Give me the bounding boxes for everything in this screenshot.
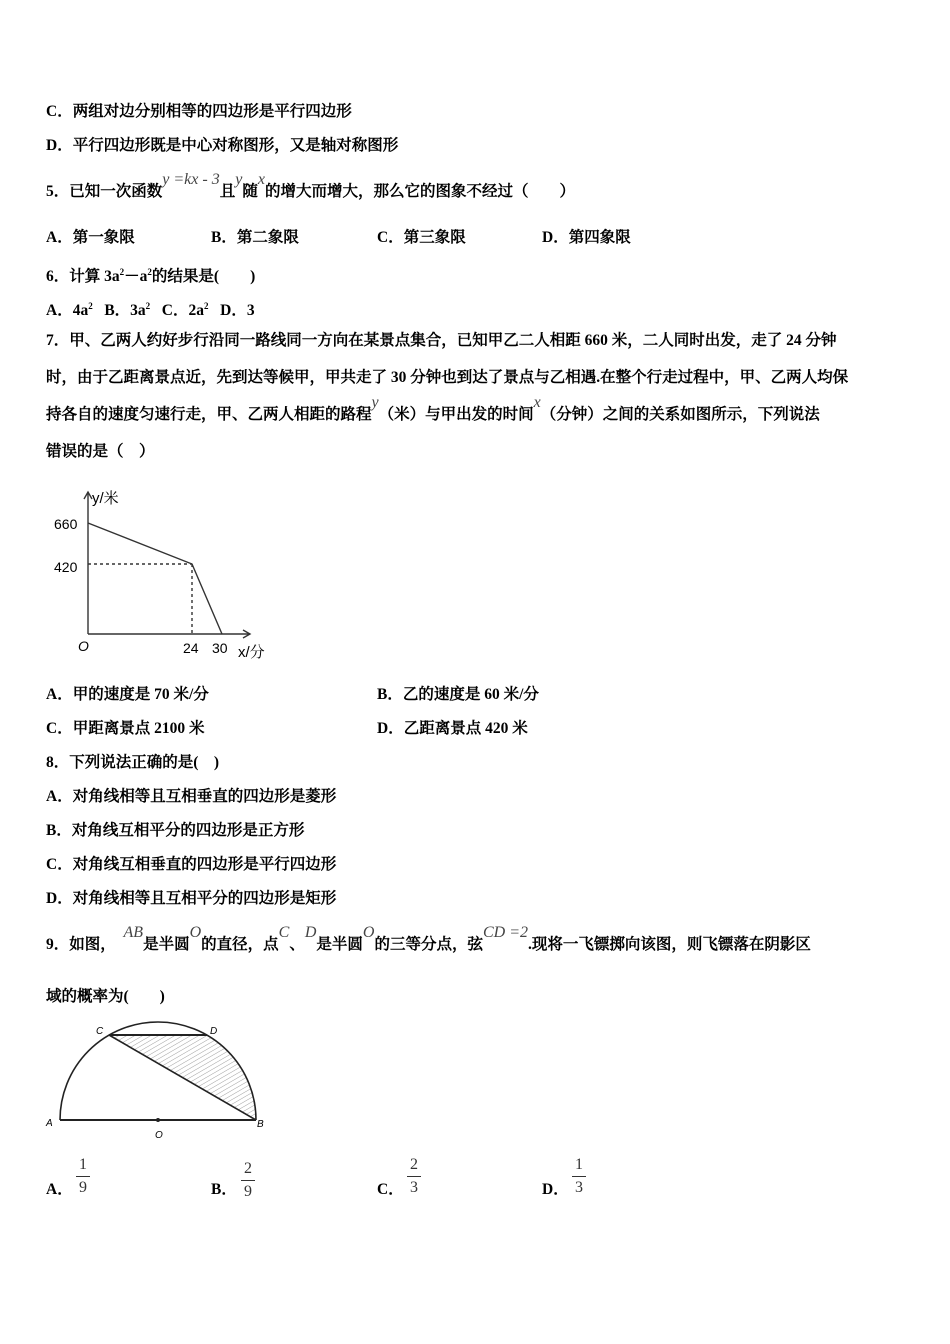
q5-formula: y =kx - 3 xyxy=(162,171,220,188)
q5-option-b: B．第二象限 xyxy=(211,229,299,246)
q7-line: 7．甲、乙两人约好步行沿同一路线同一方向在某景点集合，已知甲乙二人相距 660 米，二人同时出发，走了 24 分钟 xyxy=(46,332,837,349)
q9-option-b-fraction: 2 9 xyxy=(241,1160,255,1201)
q9-math-o: O xyxy=(189,924,202,941)
q7-option-b: B．乙的速度是 60 米/分 xyxy=(377,686,539,703)
q6-option-c: C．$2a^2$ xyxy=(161,301,209,320)
q6-option-a: A．$4a^2$ xyxy=(46,301,93,320)
q8-option-b: B．对角线互相平分的四边形是正方形 xyxy=(46,822,305,839)
q9-text: 是半圆 xyxy=(316,936,363,953)
x-tick-30: 30 xyxy=(212,640,228,656)
q6-text: －a xyxy=(124,268,148,286)
q9-text: .现将一飞镖掷向该图，则飞镖落在阴影区 xyxy=(528,936,811,953)
center-point xyxy=(156,1118,160,1122)
q9-math-o: O xyxy=(362,924,375,941)
q7-var-x: x xyxy=(533,394,541,411)
q9-text: 的直径，点 xyxy=(201,936,279,953)
q5-text: 随 xyxy=(242,183,258,200)
q6-sup: 2 xyxy=(119,267,125,277)
q4-option-d: D．平行四边形既是中心对称图形，又是轴对称图形 xyxy=(46,137,399,154)
y-tick-420: 420 xyxy=(54,559,78,575)
q5-var-y: y xyxy=(235,171,243,188)
q7-option-a: A．甲的速度是 70 米/分 xyxy=(46,686,209,703)
q5-text: 5．已知一次函数 xyxy=(46,183,163,200)
q5-option-d: D．第四象限 xyxy=(542,229,631,246)
q9-math-d: D xyxy=(304,924,317,941)
q9-figure xyxy=(60,1022,256,1122)
q7-line: 时，由于乙距离景点近，先到达等候甲，甲共走了 30 分钟也到达了景点与乙相遇.在整个行走过程中，甲、乙两人均保 xyxy=(46,369,849,386)
label-d: D xyxy=(210,1026,218,1037)
q7-var-y: y xyxy=(371,394,379,411)
q9-option-d-fraction: 1 3 xyxy=(572,1156,586,1197)
distance-line xyxy=(88,523,222,634)
q8-option-d: D．对角线相等且互相平分的四边形是矩形 xyxy=(46,890,337,907)
label-a: A xyxy=(46,1118,53,1129)
q6-text: 的结果是( ) xyxy=(151,268,256,286)
q9-option-d-label: D． xyxy=(542,1181,569,1198)
y-tick-660: 660 xyxy=(54,516,78,532)
q7-text: （分钟）之间的关系如图所示，下列说法 xyxy=(540,406,820,423)
q6-sup: 2 xyxy=(147,267,152,277)
label-b: B xyxy=(257,1119,264,1130)
q6-option-b: B．$3a^2$ xyxy=(104,301,151,320)
q9-option-b-label: B． xyxy=(211,1181,237,1198)
q9-option-c-label: C． xyxy=(377,1181,404,1198)
label-o: O xyxy=(155,1130,163,1141)
q9-math-c: C xyxy=(278,924,290,941)
q6-text: 6．计算 3a xyxy=(46,268,120,286)
q5-text: 的增大而增大，那么它的图象不经过（ ） xyxy=(264,183,575,200)
q5-var-x: x xyxy=(257,171,265,188)
q5-option-c: C．第三象限 xyxy=(377,229,466,246)
x-axis-label: x/分 xyxy=(238,644,265,661)
y-axis-label: y/米 xyxy=(92,490,119,507)
x-tick-24: 24 xyxy=(183,640,199,656)
q5-option-a: A．第一象限 xyxy=(46,229,135,246)
q7-line: 错误的是（ ） xyxy=(46,443,155,460)
q7-graph xyxy=(84,492,250,638)
q7-option-d: D．乙距离景点 420 米 xyxy=(377,720,528,737)
q9-math-ab: AB xyxy=(123,924,144,941)
q8-stem: 8．下列说法正确的是( ) xyxy=(46,754,220,771)
q9-text: 的三等分点，弦 xyxy=(374,936,483,953)
label-c: C xyxy=(96,1026,104,1037)
q4-option-c: C．两组对边分别相等的四边形是平行四边形 xyxy=(46,103,352,120)
q9-stem xyxy=(46,924,811,955)
q6-option-d: D．3 xyxy=(220,302,255,320)
q5-text: 且 xyxy=(219,183,236,200)
q8-option-c: C．对角线互相垂直的四边形是平行四边形 xyxy=(46,856,337,873)
q9-option-c-fraction: 2 3 xyxy=(407,1156,421,1197)
origin-label: O xyxy=(78,638,89,654)
q9-text: 9．如图， xyxy=(46,936,116,953)
q7-text: （米）与甲出发的时间 xyxy=(378,406,534,423)
q8-option-a: A．对角线相等且互相垂直的四边形是菱形 xyxy=(46,788,337,805)
q9-text: 是半圆 xyxy=(143,936,190,953)
q9-option-a-label: A． xyxy=(46,1181,73,1198)
q9-stem-line2: 域的概率为( ) xyxy=(46,988,165,1005)
q7-option-c: C．甲距离景点 2100 米 xyxy=(46,720,205,737)
q7-text: 持各自的速度匀速行走，甲、乙两人相距的路程 xyxy=(46,406,372,423)
q9-option-a-fraction: 1 9 xyxy=(76,1156,90,1197)
q9-text: 、 xyxy=(289,936,305,953)
q9-math-cd: CD =2 xyxy=(483,924,529,941)
